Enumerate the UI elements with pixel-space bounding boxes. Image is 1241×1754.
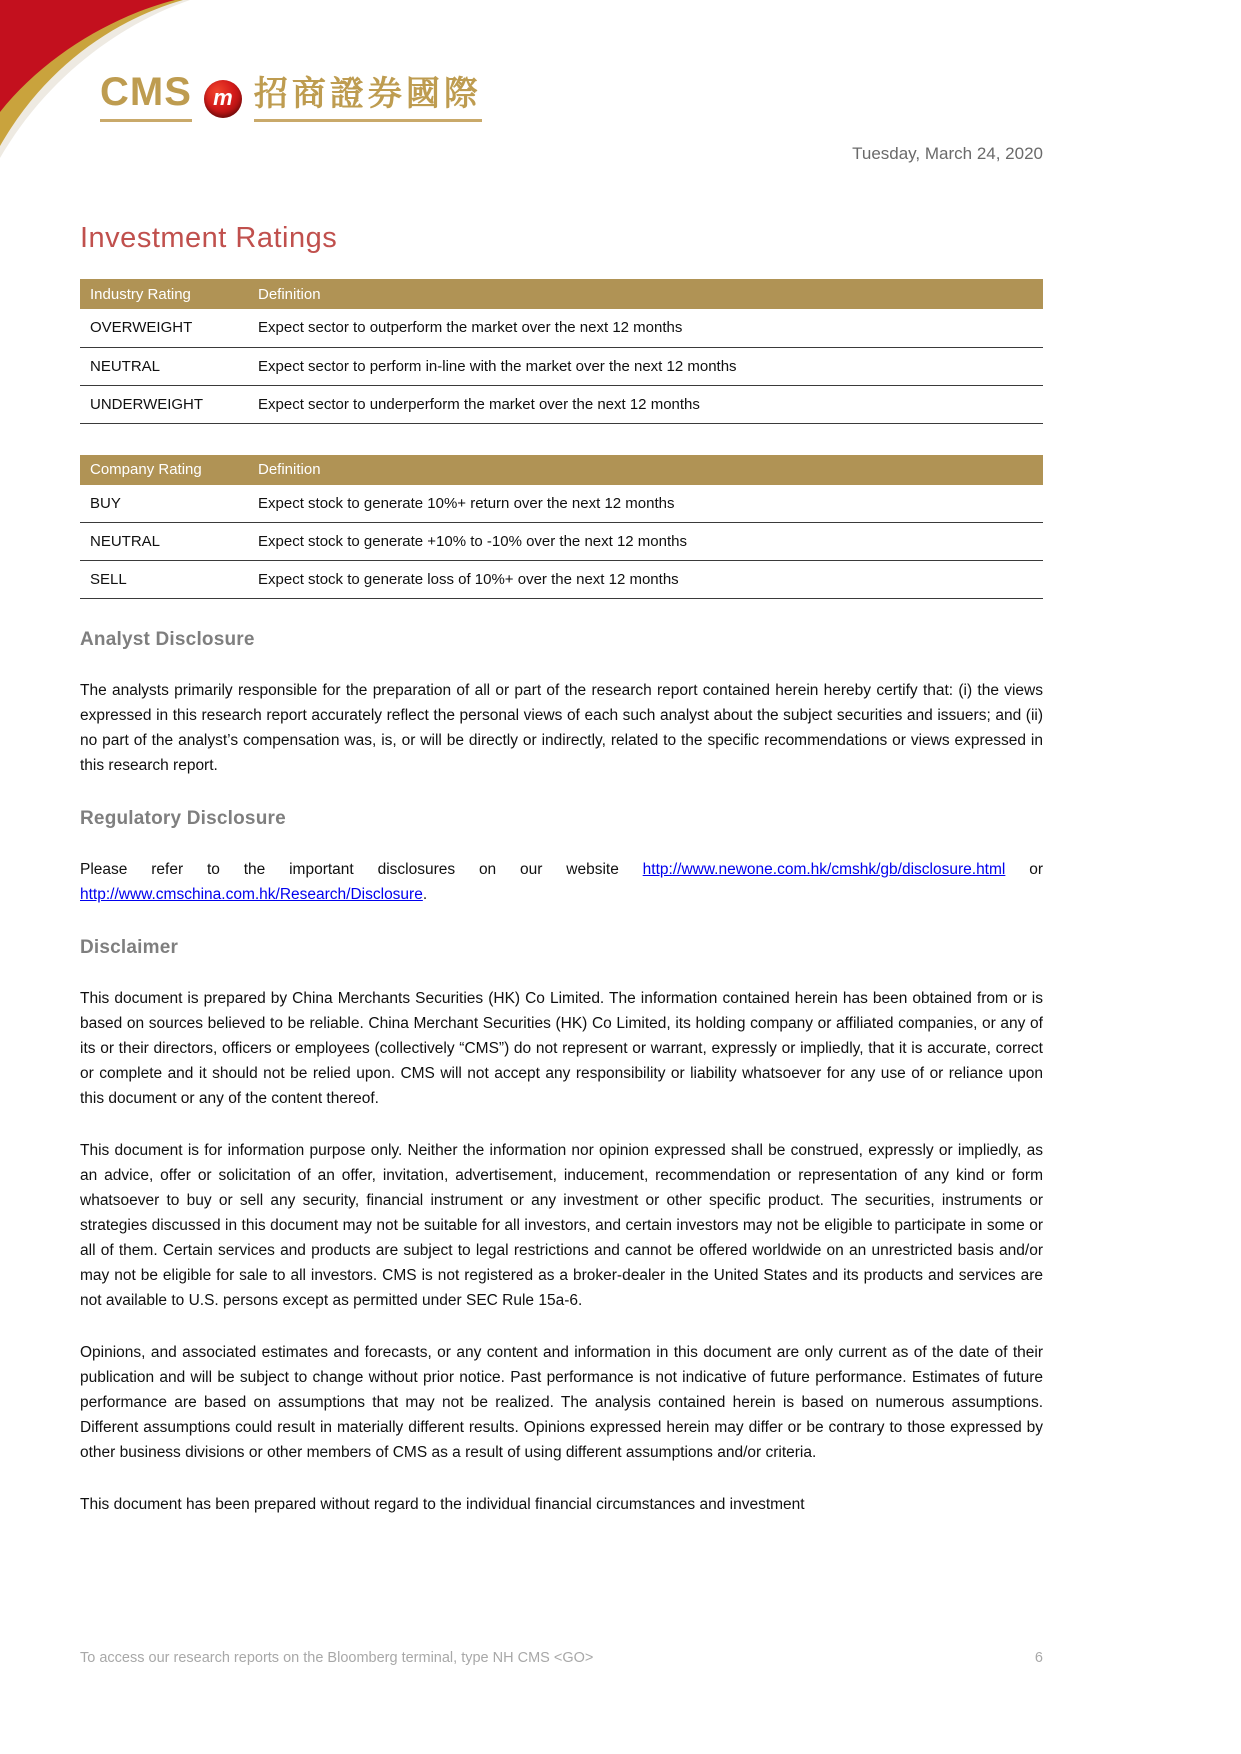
- disclaimer-paragraph: Opinions, and associated estimates and forecasts, or any content and information in this document are only current as of the date of their publication and will be subject to change without prior notice. Past performance is not indicative of future performance. Estimates of future performance are based on assumptions that may not be realized. The analysis contained herein is based on numerous assumptions. Different assumptions could result in materially different results. Opinions expressed herein may differ or be contrary to those expressed by other business divisions or other members of CMS as a result of using different assumptions and/or criteria.: [80, 1344, 1043, 1461]
- table-header-row: [80, 455, 1043, 485]
- table-row: [80, 347, 1043, 385]
- definition-cell: Expect sector to outperform the market over the next 12 months: [248, 309, 1043, 347]
- definition-cell: Expect stock to generate loss of 10%+ over the next 12 months: [248, 561, 1043, 599]
- rating-cell: BUY: [80, 485, 248, 523]
- cms-logo-latin: CMS: [100, 72, 192, 122]
- regulatory-text-before: Please refer to the important disclosures on our website: [80, 861, 643, 878]
- disclaimer-heading: Disclaimer: [80, 937, 179, 958]
- page-title: Investment Ratings: [80, 222, 338, 254]
- table-header-row: [80, 279, 1043, 309]
- rating-cell: SELL: [80, 561, 248, 599]
- cms-logo-chinese: 招商證券國際: [254, 77, 482, 122]
- report-date: Tuesday, March 24, 2020: [852, 144, 1043, 163]
- cms-logo: [100, 0, 1043, 122]
- page-footer: [80, 1650, 1043, 1666]
- industry-rating-table: [80, 279, 1043, 424]
- disclosure-link-newone[interactable]: http://www.newone.com.hk/cmshk/gb/disclosure.html: [642, 861, 1006, 878]
- table-row: [80, 385, 1043, 423]
- company-rating-table: [80, 455, 1043, 600]
- definition-cell: Expect stock to generate +10% to -10% over the next 12 months: [248, 523, 1043, 561]
- analyst-disclosure-paragraph: The analysts primarily responsible for the preparation of all or part of the research report contained herein hereby certify that: (i) the views expressed in this research report accurately reflect the personal views of each such analyst about the subject securities and issuers; and (ii) no part of the analyst’s compensation was, is, or will be directly or indirectly, related to the specific recommendations or views expressed in this research report.: [80, 682, 1043, 774]
- disclaimer-paragraph: This document is prepared by China Merchants Securities (HK) Co Limited. The information contained herein has been obtained from or is based on sources believed to be reliable. China Merchant Securities (HK) Co Limited, its holding company or affiliated companies, or any of its or their directors, officers or employees (collectively “CMS”) do not represent or warrant, expressly or impliedly, that it is accurate, correct or complete and it should not be relied upon. CMS will not accept any responsibility or liability whatsoever for any use of or reliance upon this document or any of the content thereof.: [80, 990, 1043, 1107]
- definition-cell: Expect sector to perform in-line with the market over the next 12 months: [248, 347, 1043, 385]
- disclaimer-paragraph: This document is for information purpose only. Neither the information nor opinion expressed shall be construed, expressly or impliedly, as an advice, offer or solicitation of an offer, invitation, advertisement, inducement, recommendation or representation of any kind or form whatsoever to buy or sell any security, financial instrument or any investment or other specific product. The securities, instruments or strategies discussed in this document may not be suitable for all investors, and certain investors may not be eligible to participate in some or all of them. Certain services and products are subject to legal restrictions and cannot be offered worldwide on an unrestricted basis and/or may not be eligible for sale to all investors. CMS is not registered as a broker-dealer in the United States and its products and services are not available to U.S. persons except as permitted under SEC Rule 15a-6.: [80, 1142, 1043, 1309]
- disclosure-link-cmschina[interactable]: http://www.cmschina.com.hk/Research/Disclosure: [80, 886, 423, 903]
- footer-note: To access our research reports on the Bloomberg terminal, type NH CMS <GO>: [80, 1650, 594, 1666]
- regulatory-disclosure-heading: Regulatory Disclosure: [80, 808, 286, 829]
- regulatory-text-after: .: [422, 886, 428, 903]
- rating-cell: NEUTRAL: [80, 347, 248, 385]
- table-row: [80, 485, 1043, 523]
- rating-cell: OVERWEIGHT: [80, 309, 248, 347]
- disclaimer-paragraph: This document has been prepared without regard to the individual financial circumstances and investment: [80, 1496, 805, 1513]
- column-header: Industry Rating: [80, 279, 248, 309]
- disclaimer-paragraphs: [80, 986, 1043, 1517]
- definition-cell: Expect stock to generate 10%+ return over the next 12 months: [248, 485, 1043, 523]
- regulatory-disclosure-paragraph: [80, 857, 1043, 907]
- rating-cell: NEUTRAL: [80, 523, 248, 561]
- cms-logo-ball-icon: [204, 80, 242, 118]
- table-row: [80, 309, 1043, 347]
- column-header: Definition: [248, 455, 1043, 485]
- definition-cell: Expect sector to underperform the market over the next 12 months: [248, 385, 1043, 423]
- column-header: Definition: [248, 279, 1043, 309]
- table-row: [80, 561, 1043, 599]
- rating-cell: UNDERWEIGHT: [80, 385, 248, 423]
- page-number: 6: [1034, 1650, 1043, 1666]
- analyst-disclosure-heading: Analyst Disclosure: [80, 629, 255, 650]
- column-header: Company Rating: [80, 455, 248, 485]
- table-row: [80, 523, 1043, 561]
- regulatory-text-between: or: [1005, 861, 1043, 878]
- cms-logo-ball-glyph: m: [213, 85, 233, 110]
